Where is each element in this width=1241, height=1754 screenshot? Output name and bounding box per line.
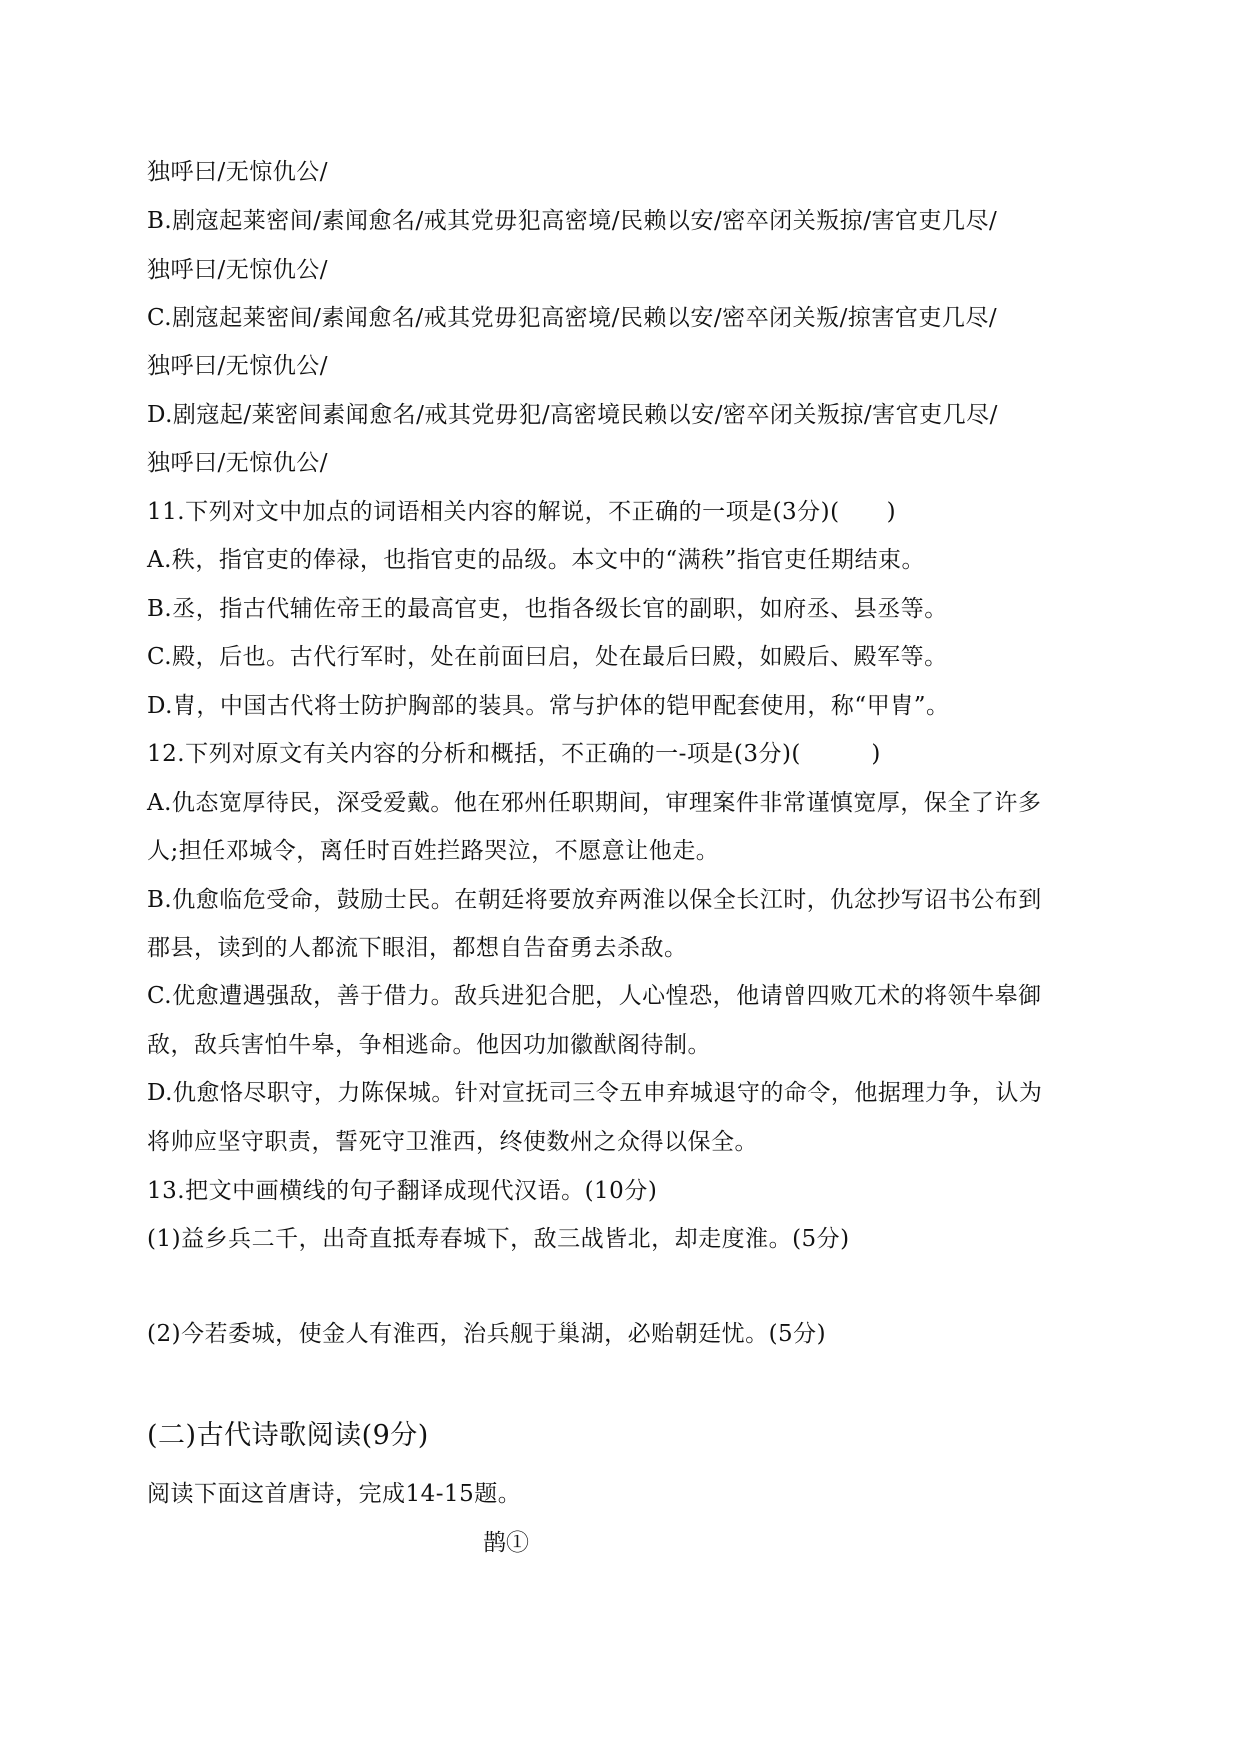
question-12: 12.下列对原文有关内容的分析和概括，不正确的一-项是(3分)( ) (147, 741, 881, 767)
section-title: (二)古代诗歌阅读(9分) (147, 1420, 429, 1451)
text-line: C.剧寇起莱密间/素闻愈名/戒其党毋犯高密境/民赖以安/密卒闭关叛/掠害官吏几尽/ (147, 305, 998, 331)
question-13-part-2: (2)今若委城，使金人有淮西，治兵舰于巢湖，必贻朝廷忧。(5分) (147, 1321, 827, 1347)
instruction-line: 阅读下面这首唐诗，完成14-15题。 (147, 1481, 522, 1507)
option-11-a: A.秩，指官吏的俸禄，也指官吏的品级。本文中的“满秩”指官吏任期结束。 (147, 547, 925, 573)
question-13: 13.把文中画横线的句子翻译成现代汉语。(10分) (147, 1178, 658, 1204)
poem-title: 鹊① (483, 1530, 529, 1556)
option-11-c: C.殿，后也。古代行军时，处在前面曰启，处在最后曰殿，如殿后、殿军等。 (147, 644, 948, 670)
option-12-d: D.仇愈恪尽职守，力陈保城。针对宣抚司三令五申弃城退守的命令，他据理力争，认为 (147, 1080, 1043, 1106)
option-12-b-cont: 郡县，读到的人都流下眼泪，都想自告奋勇去杀敌。 (147, 935, 688, 961)
option-12-c-cont: 敌，敌兵害怕牛皋，争相逃命。他因功加徽猷阁待制。 (147, 1032, 711, 1058)
option-11-b: B.丞，指古代辅佐帝王的最高官吏，也指各级长官的副职，如府丞、县丞等。 (147, 596, 948, 622)
option-12-d-cont: 将帅应坚守职责，誓死守卫淮西，终使数州之众得以保全。 (147, 1129, 758, 1155)
text-line: B.剧寇起莱密间/素闻愈名/戒其党毋犯高密境/民赖以安/密卒闭关叛掠/害官吏几尽/ (147, 208, 998, 234)
option-12-a: A.仇态宽厚待民，深受爱戴。他在邪州任职期间，审理案件非常谨慎宽厚，保全了许多 (147, 790, 1042, 816)
option-12-b: B.仇愈临危受命，鼓励士民。在朝廷将要放弃两淮以保全长江时，仇忿抄写诏书公布到 (147, 887, 1042, 913)
text-line: 独呼曰/无惊仇公/ (147, 257, 328, 283)
text-line: D.剧寇起/莱密间素闻愈名/戒其党毋犯/高密境民赖以安/密卒闭关叛掠/害官吏几尽/ (147, 402, 998, 428)
option-12-c: C.优愈遭遇强敌，善于借力。敌兵进犯合肥，人心惶恐，他请曾四败兀术的将领牛皋御 (147, 983, 1042, 1009)
text-line: 独呼曰/无惊仇公/ (147, 450, 328, 476)
text-line: 独呼曰/无惊仇公/ (147, 159, 328, 185)
option-12-a-cont: 人;担任邓城令，离任时百姓拦路哭泣，不愿意让他走。 (147, 838, 720, 864)
question-11: 11.下列对文中加点的词语相关内容的解说，不正确的一项是(3分)( ) (147, 499, 897, 525)
text-line: 独呼曰/无惊仇公/ (147, 353, 328, 379)
question-13-part-1: (1)益乡兵二千，出奇直抵寿春城下，敌三战皆北，却走度淮。(5分) (147, 1226, 850, 1252)
option-11-d: D.胄，中国古代将士防护胸部的装具。常与护体的铠甲配套使用，称“甲胄”。 (147, 693, 950, 719)
